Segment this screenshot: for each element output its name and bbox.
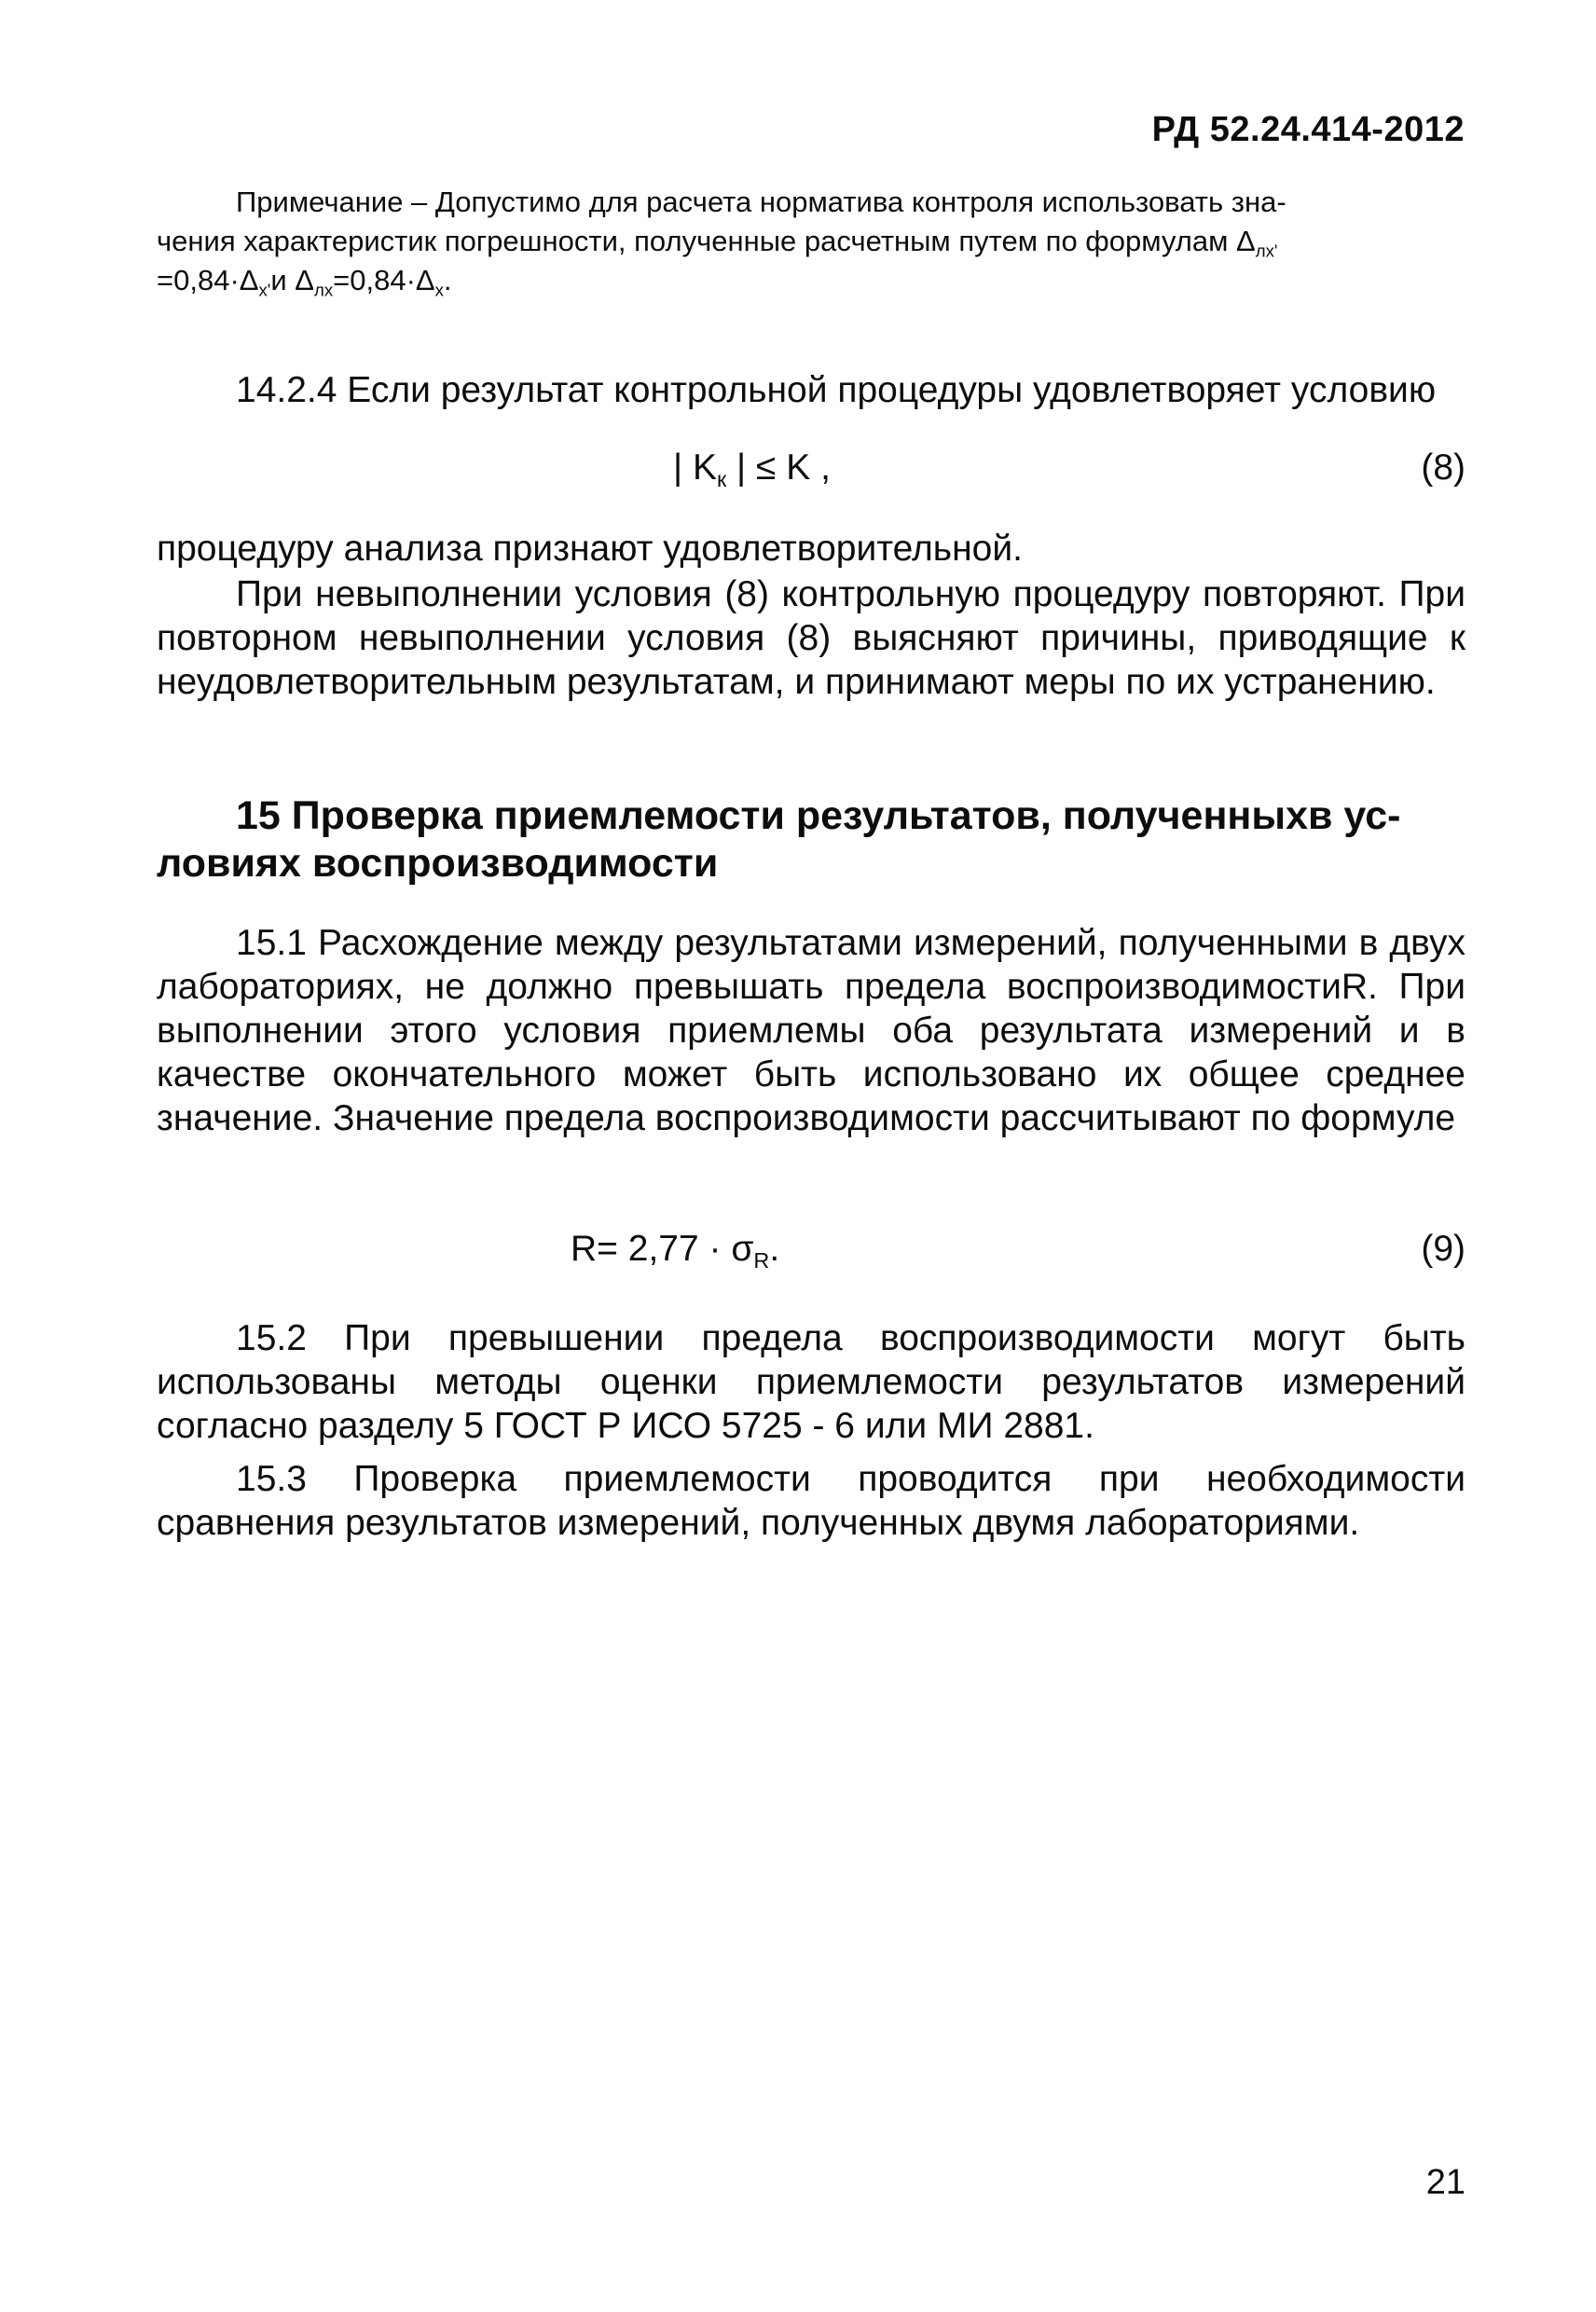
section-15-heading: 15 Проверка приемлемости результатов, полученныхв ус- ловиях воспроизводимости	[157, 793, 1401, 886]
clause-15-1: 15.1 Расхождение между результатами измерений, полученными в двух лабораториях, не должно превышать предела воспроизводимостиR. При выполнении этого условия приемлемы оба результата измерений и в качестве окончательного может быть использовано их общее среднее значение. Значение предела воспроизводимости рассчитывают по формуле	[157, 923, 1465, 1138]
note-line-2: чения характеристик погрешности, полученные расчетным путем по формулам $\Delta_{лх'}$	[157, 225, 1278, 261]
note-line-3: $=0,84\cdot\Delta_{х'}и$ $\Delta_{лх}=0,84\cdot\Delta_х$.	[157, 264, 452, 300]
formula-9: $R= 2,77 \cdot \sigma_R$.	[571, 1229, 780, 1273]
note-line-1: Примечание – Допустимо для расчета норматива контроля использовать зна-	[236, 186, 1286, 218]
clause-14-2-4: 14.2.4 Если результат контрольной процедуры удовлетворяет условию	[236, 370, 1437, 410]
equation-number-8: (8)	[1421, 447, 1465, 488]
note-block	[157, 183, 1465, 300]
clause-14-2-4-repeat: При невыполнении условия (8) контрольную процедуру повторяют. При повторном невыполнении условия (8) выясняют причины, приводящие к неудовлетворительным результатам, и принимают меры по их устранению.	[157, 574, 1465, 702]
clause-15-3: 15.3 Проверка приемлемости проводится при необходимости сравнения результатов измерений, полученных двумя лабораториями.	[157, 1459, 1465, 1543]
equation-number-9: (9)	[1421, 1229, 1465, 1269]
clause-15-2: 15.2 При превышении предела воспроизводимости могут быть использованы методы оценки приемлемости результатов измерений согласно разделу 5 ГОСТ Р ИСО 5725 - 6 или МИ 2881.	[157, 1318, 1465, 1446]
clause-14-2-4-conclusion: процедуру анализа признают удовлетворительной.	[157, 529, 1023, 569]
page-number: 21	[1425, 2163, 1465, 2202]
document-number: РД 52.24.414-2012	[1151, 110, 1465, 149]
formula-8: | $K_к$ | ≤ K ,	[673, 447, 831, 492]
